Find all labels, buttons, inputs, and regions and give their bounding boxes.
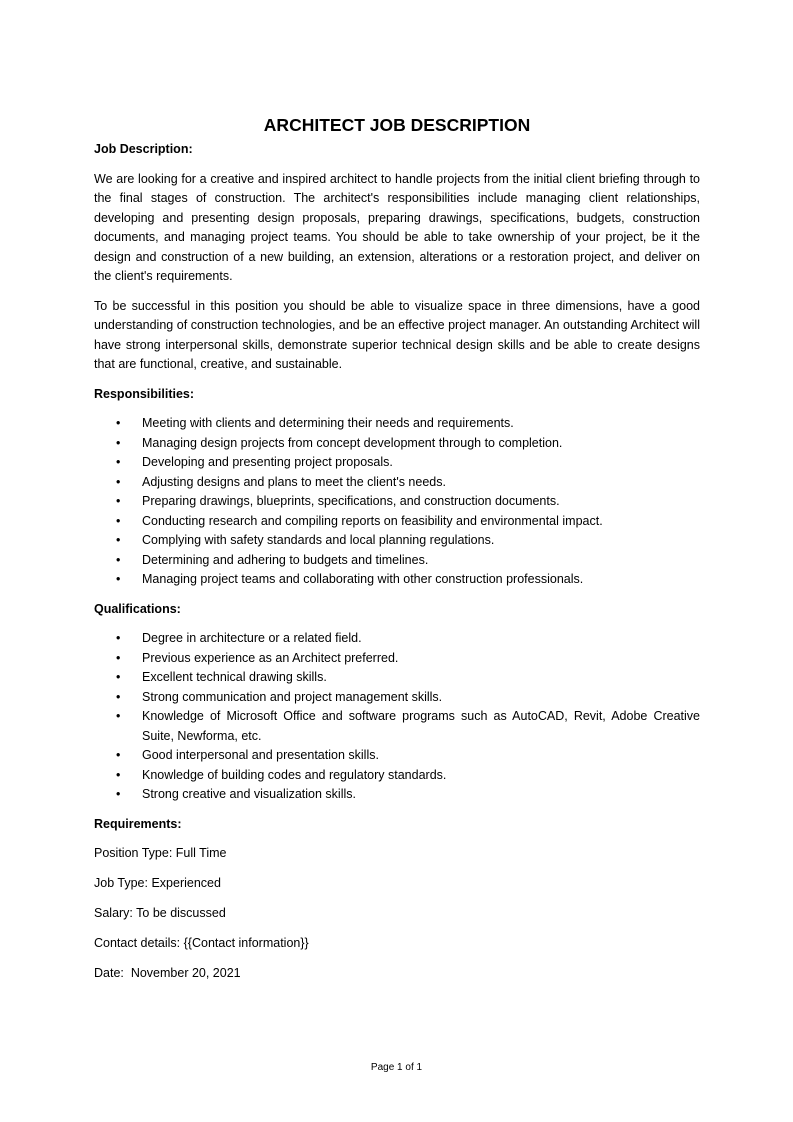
qualifications-heading: Qualifications: bbox=[94, 601, 181, 616]
list-item bbox=[94, 649, 700, 669]
bullet-icon: • bbox=[116, 416, 121, 430]
list-item bbox=[94, 512, 700, 532]
bullet-icon: • bbox=[116, 748, 121, 762]
list-item-text: Managing design projects from concept development through to completion. bbox=[142, 435, 563, 450]
job-type-field: Job Type: Experienced bbox=[94, 876, 221, 890]
list-item bbox=[94, 453, 700, 473]
list-item bbox=[94, 434, 700, 454]
list-item bbox=[94, 531, 700, 551]
list-item bbox=[94, 766, 700, 786]
document-body bbox=[94, 113, 700, 994]
bullet-icon: • bbox=[116, 455, 121, 469]
list-item-text: Conducting research and compiling reports on feasibility and environmental impact. bbox=[142, 513, 603, 528]
contact-details-field: Contact details: {{Contact information}} bbox=[94, 936, 309, 950]
requirements-heading: Requirements: bbox=[94, 816, 182, 831]
list-item bbox=[94, 629, 700, 649]
list-item-text: Knowledge of Microsoft Office and software programs such as AutoCAD, Revit, Adobe Creative Suite, Newforma, etc. bbox=[142, 709, 700, 743]
bullet-icon: • bbox=[116, 474, 121, 489]
page-number-footer: Page 1 of 1 bbox=[370, 1062, 423, 1073]
list-item-text: Strong creative and visualization skills. bbox=[142, 787, 356, 801]
list-item-text: Excellent technical drawing skills. bbox=[142, 670, 327, 684]
list-item-text: Complying with safety standards and local planning regulations. bbox=[142, 533, 495, 547]
bullet-icon: • bbox=[116, 670, 121, 684]
list-item-text: Degree in architecture or a related field. bbox=[142, 631, 362, 645]
list-item-text: Adjusting designs and plans to meet the client's needs. bbox=[142, 474, 446, 489]
list-item-text: Determining and adhering to budgets and timelines. bbox=[142, 552, 429, 567]
document-title: ARCHITECT JOB DESCRIPTION bbox=[263, 115, 531, 135]
list-item bbox=[94, 414, 700, 434]
list-item-text: Good interpersonal and presentation skills. bbox=[142, 748, 379, 762]
list-item bbox=[94, 746, 700, 766]
bullet-icon: • bbox=[116, 513, 121, 528]
list-item-text: Previous experience as an Architect preferred. bbox=[142, 650, 399, 665]
list-item-text: Managing project teams and collaborating with other construction professionals. bbox=[142, 572, 584, 586]
position-type-field: Position Type: Full Time bbox=[94, 846, 227, 860]
bullet-icon: • bbox=[116, 435, 121, 450]
list-item-text: Preparing drawings, blueprints, specifications, and construction documents. bbox=[142, 494, 560, 508]
bullet-icon: • bbox=[116, 650, 121, 665]
bullet-icon: • bbox=[116, 552, 121, 567]
bullet-icon: • bbox=[116, 533, 121, 547]
job-description-paragraph-2: To be successful in this position you should be able to visualize space in three dimensions, have a good understanding of construction technologies, and be an effective project manager. An outstanding Architect will have strong interpersonal skills, demonstrate superior technical design skills and be able to create designs that are functional, creative, and sustainable. bbox=[94, 298, 700, 371]
bullet-icon: • bbox=[116, 572, 121, 586]
salary-field: Salary: To be discussed bbox=[94, 906, 226, 920]
bullet-icon: • bbox=[116, 787, 121, 801]
responsibilities-heading: Responsibilities: bbox=[94, 386, 195, 401]
bullet-icon: • bbox=[116, 709, 121, 723]
list-item bbox=[94, 473, 700, 493]
list-item-text: Developing and presenting project proposals. bbox=[142, 455, 393, 469]
job-description-heading: Job Description: bbox=[94, 142, 193, 156]
qualifications-list bbox=[94, 629, 700, 805]
bullet-icon: • bbox=[116, 631, 121, 645]
list-item bbox=[94, 492, 700, 512]
date-field: Date: November 20, 2021 bbox=[94, 966, 241, 980]
list-item-text: Strong communication and project management skills. bbox=[142, 689, 443, 704]
list-item bbox=[94, 668, 700, 688]
list-item bbox=[94, 570, 700, 590]
list-item bbox=[94, 785, 700, 805]
list-item-text: Knowledge of building codes and regulatory standards. bbox=[142, 767, 447, 782]
job-description-paragraph-1: We are looking for a creative and inspired architect to handle projects from the initial client briefing through to the final stages of construction. The architect's responsibilities include managing client relationships, developing and presenting design proposals, preparing drawings, specifications, budgets, construction documents, and managing project teams. You should be able to take ownership of your project, be it the design and construction of a new building, an extension, alterations or a restoration project, and deliver on the client's requirements. bbox=[94, 171, 700, 283]
bullet-icon: • bbox=[116, 494, 121, 508]
list-item bbox=[94, 551, 700, 571]
list-item bbox=[94, 707, 700, 746]
list-item-text: Meeting with clients and determining their needs and requirements. bbox=[142, 416, 514, 430]
responsibilities-list bbox=[94, 414, 700, 590]
bullet-icon: • bbox=[116, 689, 121, 704]
list-item bbox=[94, 688, 700, 708]
bullet-icon: • bbox=[116, 767, 121, 782]
